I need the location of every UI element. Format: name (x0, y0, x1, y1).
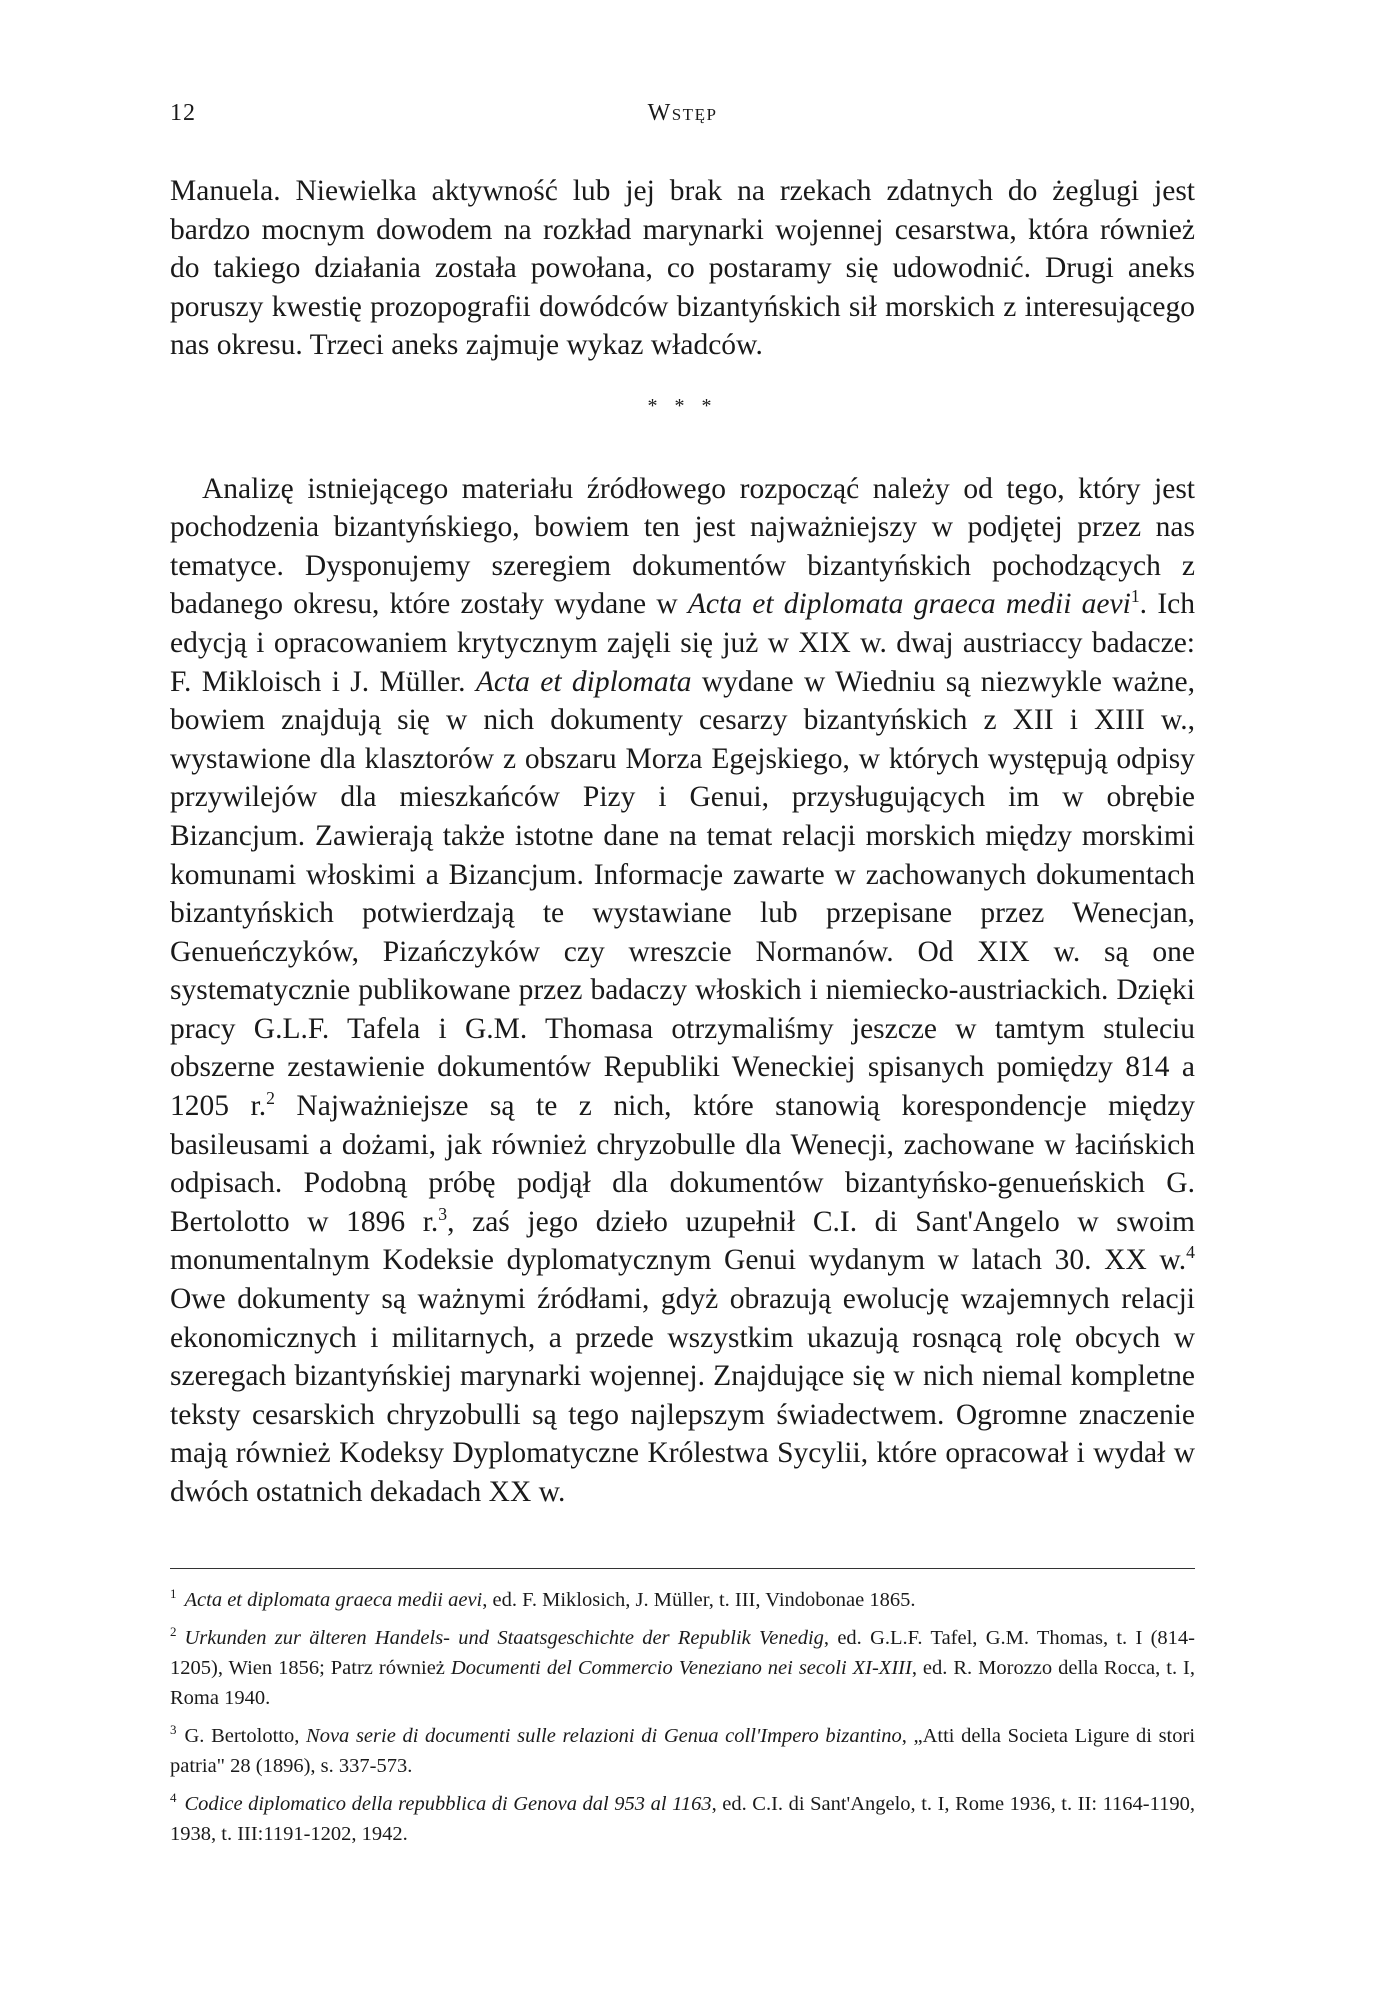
footnote-3 (170, 1721, 1195, 1781)
text-run: , ed. C.I. di Sant'Angelo, t. I, Rome 1936, t. II: 1164-1190, 1938, t. III:1191-1202, 1942. (170, 1793, 1196, 1845)
italic-title: Urkunden zur älteren Handels- und Staatsgeschichte der Republik Venedig (184, 1627, 824, 1649)
paragraph-sources (170, 470, 1195, 1512)
footnote-ref-3[interactable]: 3 (438, 1204, 448, 1225)
footnote-2 (170, 1623, 1195, 1713)
footnote-1 (170, 1585, 1195, 1615)
text-run: , ed. G.L.F. Tafel, G.M. Thomas, t. I (814-1205), Wien 1856; Patrz również (170, 1627, 1195, 1679)
text-run: , zaś jego dzieło uzupełnił C.I. di Sant'Angelo w swoim monumentalnym Kodeksie dyplomatycznym Genui wydanym w latach 30. XX w. (170, 1205, 1195, 1277)
footnote-ref-1[interactable]: 1 (1130, 586, 1140, 607)
footnote-number: 1 (170, 1586, 177, 1602)
book-page (170, 0, 1195, 2012)
text-run: , ed. R. Morozzo della Rocca, t. I, Roma 1940. (170, 1657, 1196, 1709)
footnote-number: 2 (170, 1624, 177, 1640)
footnote-4 (170, 1789, 1195, 1849)
footnotes (170, 1585, 1195, 1857)
footnote-ref-2[interactable]: 2 (266, 1088, 275, 1109)
italic-title: Codice diplomatico della repubblica di Genova dal 953 al 1163 (184, 1793, 712, 1815)
italic-title: Documenti del Commercio Veneziano nei secoli XI-XIII (450, 1657, 912, 1679)
footnote-number: 3 (170, 1722, 177, 1738)
footnote-divider (170, 1568, 1195, 1569)
text-run: , „Atti della Societa Ligure di stori patria" 28 (1896), s. 337-573. (170, 1725, 1196, 1777)
italic-title: Nova serie di documenti sulle relazioni di Genua coll'Impero bizantino (306, 1725, 902, 1747)
text-run: Analizę istniejącego materiału źródłowego rozpocząć należy od tego, który jest pochodzenia bizantyńskiego, bowiem ten jest najważniejszy w podjętej przez nas tematyce. Dysponujemy szeregiem dokumentów bizantyńskich pochodzących z badanego okresu, które zostały wydane w (170, 472, 1195, 621)
text-run: , ed. F. Miklosich, J. Müller, t. III, Vindobonae 1865. (482, 1589, 916, 1611)
footnote-ref-4[interactable]: 4 (1186, 1242, 1195, 1263)
section-separator: * * * (647, 394, 718, 417)
footnote-number: 4 (170, 1790, 177, 1806)
text-run: G. Bertolotto, (184, 1725, 307, 1747)
text-run: wydane w Wiedniu są niezwykle ważne, bowiem znajdują się w nich dokumenty cesarzy bizantyńskich z XII i XIII w., wystawione dla klasztorów z obszaru Morza Egejskiego, w których występują odpisy przywilejów dla mieszkańców Pizy i Genui, przysługujących im w obrębie Bizancjum. Zawierają także istotne dane na temat relacji morskich między morskimi komunami włoskimi a Bizancjum. Informacje zawarte w zachowanych dokumentach bizantyńskich potwierdzają te wystawiane lub przepisane przez Wenecjan, Genueńczyków, Pizańczyków czy wreszcie Normanów. Od XIX w. są one systematycznie publikowane przez badaczy włoskich i niemiecko-austriackich. Dzięki pracy G.L.F. Tafela i G.M. Thomasa otrzymaliśmy jeszcze w tamtym stuleciu obszerne zestawienie dokumentów Republiki Weneckiej spisanych pomiędzy 814 a 1205 r. (170, 665, 1195, 1123)
running-head: Wstęp (647, 100, 718, 126)
italic-title: Acta et diplomata graeca medii aevi (687, 588, 1131, 621)
paragraph-continuation: Manuela. Niewielka aktywność lub jej brak na rzekach zdatnych do żeglugi jest bardzo mocnym dowodem na rozkład marynarki wojennej cesarstwa, która również do takiego działania została powołana, co postaramy się udowodnić. Drugi aneks poruszy kwestię prozopografii dowódców bizantyńskich sił morskich z interesującego nas okresu. Trzeci aneks zajmuje wykaz władców. (170, 175, 1195, 362)
text-run: Najważniejsze są te z nich, które stanowią korespondencje między basileusami a dożami, jak również chryzobulle dla Wenecji, zachowane w łacińskich odpisach. Podobną próbę podjął dla dokumentów bizantyńsko-genueńskich G. Bertolotto w 1896 r. (170, 1090, 1195, 1238)
page-number: 12 (170, 100, 196, 126)
italic-title: Acta et diplomata graeca medii aevi (184, 1589, 483, 1611)
text-run: Owe dokumenty są ważnymi źródłami, gdyż obrazują ewolucję wzajemnych relacji ekonomicznych i militarnych, a przede wszystkim ukazują rosnącą rolę obcych w szeregach bizantyńskiej marynarki wojennej. Znajdujące się w nich niemal kompletne teksty cesarskich chryzobulli są tego najlepszym świadectwem. Ogromne znaczenie mają również Kodeksy Dyplomatyczne Królestwa Sycylii, które opracował i wydał w dwóch ostatnich dekadach XX w. (170, 1283, 1195, 1508)
main-text (170, 172, 1195, 1512)
italic-title: Acta et diplomata (475, 665, 692, 698)
text-run: . Ich edycją i opracowaniem krytycznym zajęli się już w XIX w. dwaj austriaccy badacze: F. Mikloisch i J. Müller. (170, 588, 1195, 698)
page-header (170, 100, 1195, 140)
